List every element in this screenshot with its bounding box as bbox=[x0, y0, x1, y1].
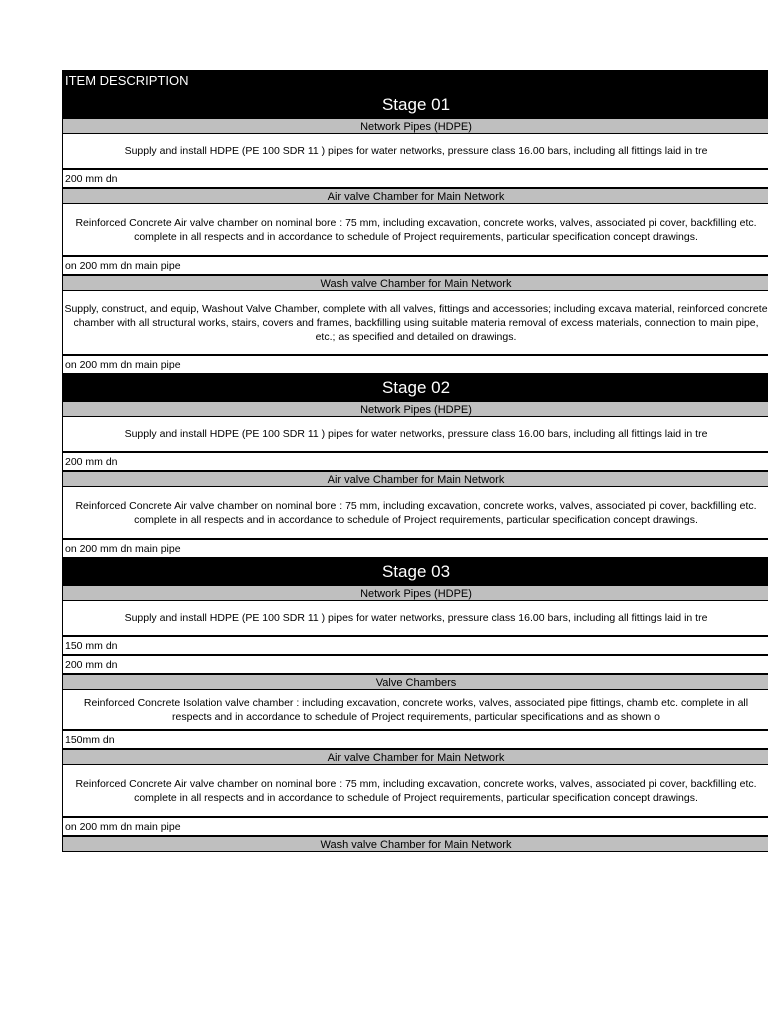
stage-title: Stage 02 bbox=[63, 374, 768, 401]
item-row[interactable]: 200 mm dn bbox=[63, 655, 768, 674]
description-text: Reinforced Concrete Isolation valve chamber : including excavation, concrete works, valves, associated pipe fittings, chamb etc. complete in all respects and in accordance to schedule of Project requirements, particular specifications and as shown o bbox=[83, 696, 749, 723]
category-row: Wash valve Chamber for Main Network bbox=[63, 275, 768, 291]
description-text: Supply and install HDPE (PE 100 SDR 11 ) pipes for water networks, pressure class 16.00 bars, including all fittings laid in tre bbox=[124, 612, 708, 624]
description-row bbox=[63, 134, 768, 169]
stage-title: Stage 03 bbox=[63, 558, 768, 585]
item-row[interactable]: on 200 mm dn main pipe bbox=[63, 256, 768, 275]
category-row: Valve Chambers bbox=[63, 674, 768, 690]
item-row[interactable]: on 200 mm dn main pipe bbox=[63, 355, 768, 374]
description-row bbox=[63, 690, 768, 730]
description-text: Reinforced Concrete Air valve chamber on nominal bore : 75 mm, including excavation, concrete works, valves, associated pi cover, backfilling etc. complete in all respects and in accordance to schedule of Project requirements, particular specification concept drawings. bbox=[75, 777, 757, 804]
item-row[interactable]: 150 mm dn bbox=[63, 636, 768, 655]
category-row: Air valve Chamber for Main Network bbox=[63, 188, 768, 204]
description-row bbox=[63, 291, 768, 355]
description-text: Supply, construct, and equip, Washout Valve Chamber, complete with all valves, fittings and accessories; including excava material, reinforced concrete chamber with all structural works, stairs, covers and frames, backfilling using suitable materia removal of excess materials, connection to main pipe, etc.; as specified and detailed on drawings. bbox=[64, 302, 768, 343]
item-description-header: ITEM DESCRIPTION bbox=[63, 70, 768, 91]
item-row[interactable]: 200 mm dn bbox=[63, 169, 768, 188]
description-row bbox=[63, 765, 768, 817]
description-row bbox=[63, 204, 768, 256]
item-row[interactable]: on 200 mm dn main pipe bbox=[63, 539, 768, 558]
description-text: Supply and install HDPE (PE 100 SDR 11 ) pipes for water networks, pressure class 16.00 bars, including all fittings laid in tre bbox=[124, 428, 708, 440]
category-row: Network Pipes (HDPE) bbox=[63, 118, 768, 134]
category-row: Wash valve Chamber for Main Network bbox=[63, 836, 768, 852]
category-row: Network Pipes (HDPE) bbox=[63, 585, 768, 601]
description-text: Reinforced Concrete Air valve chamber on nominal bore : 75 mm, including excavation, concrete works, valves, associated pi cover, backfilling etc. complete in all respects and in accordance to schedule of Project requirements, particular specification concept drawings. bbox=[75, 499, 757, 526]
description-row bbox=[63, 601, 768, 636]
description-text: Reinforced Concrete Air valve chamber on nominal bore : 75 mm, including excavation, concrete works, valves, associated pi cover, backfilling etc. complete in all respects and in accordance to schedule of Project requirements, particular specification concept drawings. bbox=[75, 216, 757, 243]
description-text: Supply and install HDPE (PE 100 SDR 11 ) pipes for water networks, pressure class 16.00 bars, including all fittings laid in tre bbox=[124, 145, 708, 157]
boq-sheet bbox=[62, 70, 768, 852]
item-row[interactable]: 150mm dn bbox=[63, 730, 768, 749]
category-row: Network Pipes (HDPE) bbox=[63, 401, 768, 417]
description-row bbox=[63, 487, 768, 539]
item-row[interactable]: 200 mm dn bbox=[63, 452, 768, 471]
stage-title: Stage 01 bbox=[63, 91, 768, 118]
category-row: Air valve Chamber for Main Network bbox=[63, 749, 768, 765]
category-row: Air valve Chamber for Main Network bbox=[63, 471, 768, 487]
description-row bbox=[63, 417, 768, 452]
item-row[interactable]: on 200 mm dn main pipe bbox=[63, 817, 768, 836]
